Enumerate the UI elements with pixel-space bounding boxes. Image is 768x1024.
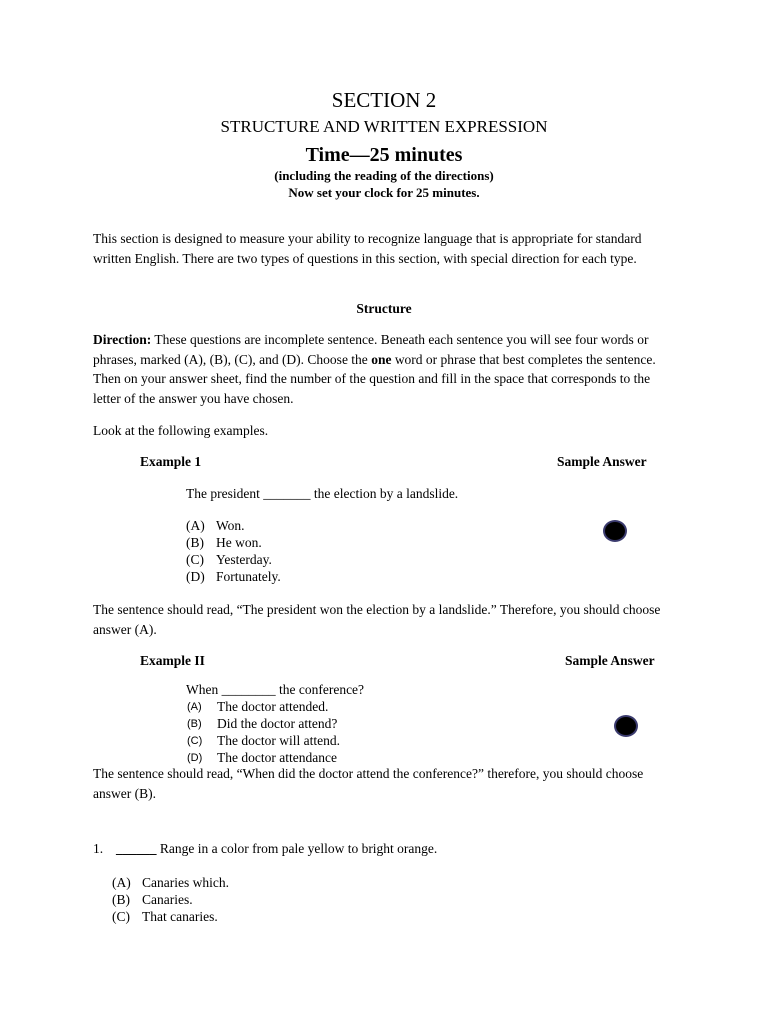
- option-c: [186, 551, 204, 568]
- example-2-question: [186, 681, 364, 698]
- direction-text-1: These questions are incomplete sentence. Beneath each sentence you will see four words or phrases, marked (A), (B), (C), and (D). Choose the: [93, 332, 649, 367]
- option-b: [112, 891, 130, 908]
- option-a: [112, 874, 131, 891]
- option-b: [187, 716, 202, 733]
- example-1-explanation: The sentence should read, “The president won the election by a landslide.” Therefore, you should choose answer (A).: [93, 602, 661, 637]
- option-letter: (A): [187, 701, 202, 713]
- option-letter: (B): [187, 718, 202, 730]
- option-letter: (A): [112, 875, 131, 890]
- option-c: [187, 733, 202, 750]
- question-blank: ________: [221, 682, 276, 697]
- filled-answer-bubble: [616, 717, 636, 735]
- option-c-text: The doctor will attend.: [217, 733, 340, 748]
- option-c-text: Yesterday.: [216, 552, 272, 567]
- question-text: The president: [186, 486, 264, 501]
- example-2-sample-label: Sample Answer: [565, 653, 655, 668]
- time-note: (including the reading of the directions): [274, 168, 494, 183]
- option-letter: (C): [187, 735, 203, 747]
- question-1-number: 1.: [93, 841, 104, 856]
- question-text: the election by a landslide.: [310, 486, 459, 501]
- option-b-text: Canaries.: [142, 892, 193, 907]
- option-letter: (C): [186, 552, 204, 567]
- option-d: [186, 568, 205, 585]
- question-text: When: [186, 682, 222, 697]
- section-subtitle: STRUCTURE AND WRITTEN EXPRESSION: [220, 117, 548, 136]
- question-text: the conference?: [275, 682, 365, 697]
- direction-paragraph: [93, 330, 673, 408]
- time-limit: Time—25 minutes: [305, 144, 463, 166]
- structure-heading: Structure: [356, 301, 412, 316]
- direction-text-2: word or phrase that best completes the sentence. Then on your answer sheet, find the number of the question and fill in the space that corresponds to the letter of the answer you have chosen.: [93, 351, 656, 406]
- option-a-text: The doctor attended.: [217, 699, 329, 714]
- direction-label: Direction:: [93, 332, 152, 347]
- question-blank: ______: [116, 841, 157, 856]
- option-b-text: He won.: [216, 535, 262, 550]
- option-letter: (D): [186, 569, 205, 584]
- direction-emphasis: one: [371, 351, 392, 367]
- option-c: [112, 908, 130, 925]
- example-1-sample-label: Sample Answer: [557, 454, 647, 469]
- example-2-title: Example II: [140, 653, 205, 668]
- option-d-text: The doctor attendance: [217, 750, 337, 765]
- option-b: [186, 534, 204, 551]
- clock-instruction: Now set your clock for 25 minutes.: [288, 185, 480, 200]
- intro-paragraph: This section is designed to measure your ability to recognize language that is appropriate for standard written English. There are two types of questions in this section, with special direction for each type.: [93, 231, 642, 266]
- question-blank: _______: [263, 486, 311, 501]
- option-d-text: Fortunately.: [216, 569, 281, 584]
- option-letter: (C): [112, 909, 130, 924]
- look-instruction: Look at the following examples.: [93, 423, 269, 438]
- section-title: SECTION 2: [331, 88, 437, 112]
- option-b-text: Did the doctor attend?: [217, 716, 338, 731]
- filled-answer-bubble: [605, 522, 625, 540]
- option-a: [187, 699, 202, 716]
- question-1-stem: [116, 840, 437, 857]
- option-letter: (A): [186, 518, 205, 533]
- example-2-explanation: The sentence should read, “When did the doctor attend the conference?” therefore, you should choose answer (B).: [93, 766, 644, 801]
- option-letter: (D): [187, 752, 203, 764]
- question-text: Range in a color from pale yellow to bright orange.: [156, 841, 438, 856]
- option-a-text: Won.: [216, 518, 245, 533]
- option-letter: (B): [112, 892, 130, 907]
- option-c-text: That canaries.: [142, 909, 218, 924]
- option-a: [186, 517, 205, 534]
- example-1-title: Example 1: [140, 454, 202, 469]
- option-letter: (B): [186, 535, 204, 550]
- option-a-text: Canaries which.: [142, 875, 229, 890]
- example-1-question: [186, 485, 458, 502]
